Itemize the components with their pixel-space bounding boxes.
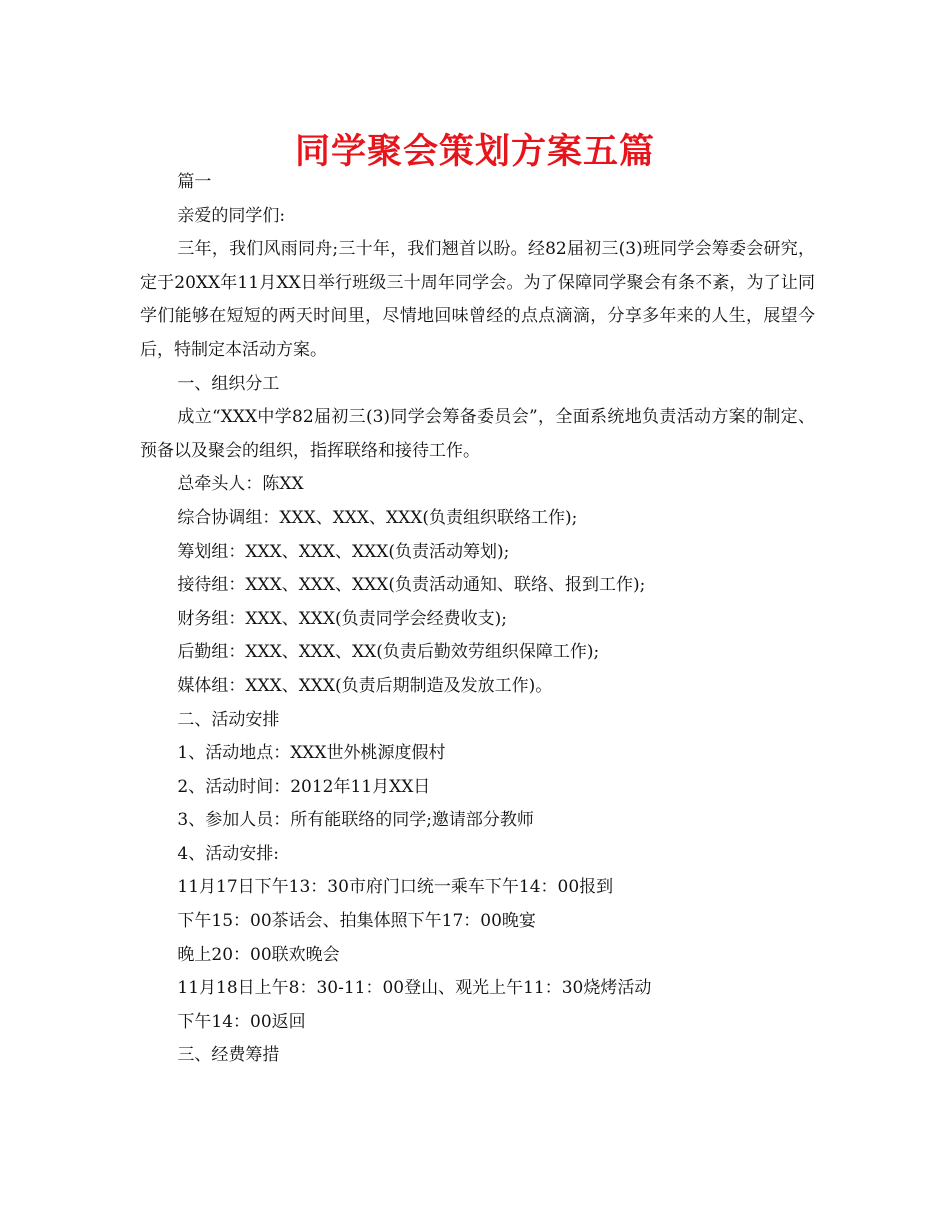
- list-item: 财务组：XXX、XXX(负责同学会经费收支);: [177, 608, 507, 629]
- document-body: [140, 166, 815, 1073]
- list-item: 接待组：XXX、XXX、XXX(负责活动通知、联络、报到工作);: [177, 575, 646, 596]
- list-item: 2、活动时间：2012年11月XX日: [177, 776, 431, 797]
- paragraph-section-label: 篇一: [177, 172, 212, 192]
- list-item: 筹划组：XXX、XXX、XXX(负责活动筹划);: [177, 541, 510, 562]
- paragraph-committee: 成立“XXX中学82届初三(3)同学会筹备委员会”，全面系统地负责活动方案的制定、预备以及聚会的组织，指挥联络和接待工作。: [140, 407, 815, 461]
- list-item: 4、活动安排:: [177, 843, 279, 864]
- heading-activities: 二、活动安排: [177, 709, 280, 730]
- document-title: 同学聚会策划方案五篇: [294, 132, 655, 172]
- list-item: 总牵头人：陈XX: [177, 474, 304, 495]
- list-item: 后勤组：XXX、XXX、XX(负责后勤效劳组织保障工作);: [177, 642, 600, 663]
- list-item: 综合协调组：XXX、XXX、XXX(负责组织联络工作);: [177, 507, 578, 528]
- paragraph-intro: 三年，我们风雨同舟;三十年，我们翘首以盼。经82届初三(3)班同学会筹委会研究，定于20XX年11月XX日举行班级三十周年同学会。为了保障同学聚会有条不紊，为了让同学们能够在短短的两天时间里，尽情地回味曾经的点点滴滴，分享多年来的人生，展望今后，特制定本活动方案。: [140, 239, 815, 360]
- heading-organization: 一、组织分工: [177, 373, 280, 394]
- paragraph-greeting: 亲爱的同学们:: [177, 205, 286, 226]
- list-item: 3、参加人员：所有能联络的同学;邀请部分教师: [177, 810, 534, 831]
- schedule-line: 下午15：00茶话会、拍集体照下午17：00晚宴: [177, 911, 536, 932]
- schedule-line: 11月17日下午13：30市府门口统一乘车下午14：00报到: [177, 877, 614, 898]
- schedule-line: 晚上20：00联欢晚会: [177, 944, 340, 965]
- schedule-line: 下午14：00返回: [177, 1011, 306, 1032]
- schedule-line: 11月18日上午8：30-11：00登山、观光上午11：30烧烤活动: [177, 978, 652, 999]
- list-item: 1、活动地点：XXX世外桃源度假村: [177, 743, 446, 764]
- heading-funding: 三、经费筹措: [177, 1045, 280, 1066]
- list-item: 媒体组：XXX、XXX(负责后期制造及发放工作)。: [177, 675, 553, 696]
